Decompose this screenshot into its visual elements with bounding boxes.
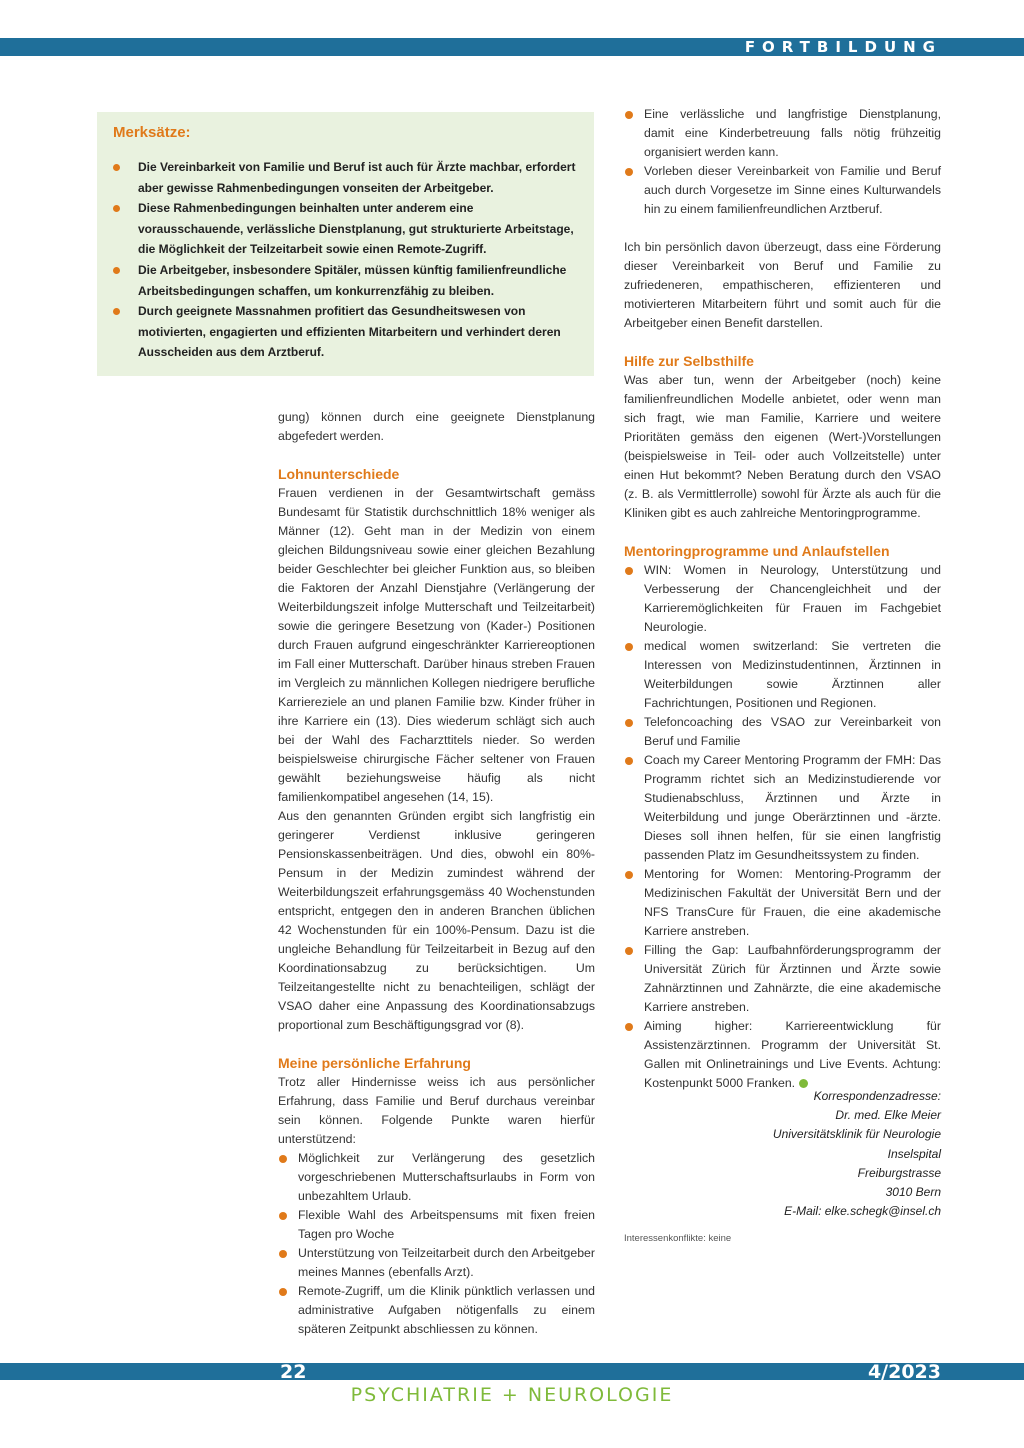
correspondence-label: Korrespondenzadresse: [813, 1089, 941, 1103]
paragraph: Aus den genannten Gründen ergibt sich langfristig ein geringerer Verdienst inklusive geringeren Pensionskassenbeiträgen. Und dies, obwohl ein 80%-Pensum in der Medizin zumindest während der Weiterbildungszeit erfahrungsgemäss 40 Wochenstunden entspricht, entgegen den in anderen Branchen üblichen 42 Wochenstunden für ein 100%-Pensum. Dazu ist die ungleiche Behandlung für Teilzeitarbeit in Bezug auf den Koordinationsabzug zu berücksichtigen. Um Teilzeitangestellte nicht zu benachteiligen, schlägt der VSAO daher eine Anpassung des Koordinationsabzugs proportional zum Beschäftigungsgrad vor (8). [278, 809, 595, 1032]
bullet-icon [113, 308, 120, 315]
key-points-list [113, 157, 581, 363]
paragraph: gung) können durch eine geeignete Dienstplanung abgefedert werden. [278, 410, 595, 443]
bullet-icon [279, 1250, 287, 1258]
paragraph: Trotz aller Hindernisse weiss ich aus persönlicher Erfahrung, dass Familie und Beruf durchaus vereinbar sein können. Folgende Punkte waren hierfür unterstützend: [278, 1075, 595, 1146]
list-item: Remote-Zugriff, um die Klinik pünktlich verlassen und administrative Aufgaben nötigenfalls zu einem späteren Zeitpunkt abschliessen zu können. [278, 1282, 595, 1339]
key-point: Die Vereinbarkeit von Familie und Beruf ist auch für Ärzte machbar, erfordert aber gewisse Rahmenbedingungen vonseiten der Arbeitgeber. [113, 157, 581, 198]
key-points-title: Merksätze: [113, 124, 191, 141]
paragraph: Frauen verdienen in der Gesamtwirtschaft gemäss Bundesamt für Statistik durchschnittlich 18% weniger als Männer (12). Geht man in der Medizin von einem gleichen Bildungsniveau sowie einer gleichen Bezahlung beider Geschlechter bei gleicher Funktion aus, so bleiben die Faktoren der Anzahl Dienstjahre (Verlängerung der Weiterbildungszeit infolge Mutterschaft und Teilzeitarbeit) sowie die geringere Besetzung von (Kader-) Positionen durch Frauen aufgrund eingeschränkter Karriereoptionen im Fall einer Mutterschaft. Darüber hinaus streben Frauen im Vergleich zu männlichen Kollegen niedrigere berufliche Karriereziele an und planen Familie bzw. Kinder früher in ihre Karriere ein (13). Dies wiederum schlägt sich auch bei der Wahl des Facharzttitels nieder. So werden beispielsweise chirurgische Fächer seltener von Frauen gewählt beziehungsweise häufig als nicht familienkompatibel angesehen (14, 15). [278, 486, 595, 804]
bullet-icon [625, 1023, 633, 1031]
bullet-icon [625, 567, 633, 575]
list-item: Coach my Career Mentoring Programm der FMH: Das Programm richtet sich an Medizinstudierende vor Studienabschluss, Ärztinnen und Ärzte in Weiterbildung und junge Oberärztinnen und -ärzte. Dieses soll ihnen helfen, für sie einen langfristig passenden Platz im Gesundheitssystem zu finden. [624, 751, 941, 865]
heading-mentoringprogramme: Mentoringprogramme und Anlaufstellen [624, 543, 890, 559]
key-points-box [97, 112, 594, 376]
page-number: 22 [280, 1361, 307, 1383]
experience-list [278, 1149, 595, 1339]
correspondence-hospital: Inselspital [887, 1146, 941, 1161]
list-item: Eine verlässliche und langfristige Dienstplanung, damit eine Kinderbetreuung falls nötig frühzeitig organisiert werden kann. [624, 105, 941, 162]
support-list [624, 105, 941, 219]
bullet-icon [279, 1288, 287, 1296]
list-item: Filling the Gap: Laufbahnförderungsprogramm der Universität Zürich für Ärztinnen und Ärzte sowie Zahnärztinnen und Zahnärzte, die eine akademische Karriere anstreben. [624, 941, 941, 1017]
bullet-icon [625, 947, 633, 955]
bullet-icon [113, 164, 120, 171]
bullet-icon [625, 757, 633, 765]
correspondence-clinic: Universitätsklinik für Neurologie [772, 1127, 941, 1142]
paragraph: Ich bin persönlich davon überzeugt, dass eine Förderung dieser Vereinbarkeit von Beruf und Familie zu zufriedeneren, empathischeren, effizienteren und motivierteren Mitarbeitern führt und somit auch für die Arbeitgeber einen Benefit darstellen. [624, 240, 941, 330]
bullet-icon [625, 111, 633, 119]
correspondence-email: E-Mail: elke.schegk@insel.ch [784, 1204, 941, 1219]
correspondence-city: 3010 Bern [885, 1185, 941, 1200]
left-column [278, 408, 595, 1339]
list-item: Aiming higher: Karriereentwicklung für Assistenzärztinnen. Programm der Universität St. Gallen mit Onlinetrainings und Live Events. Achtung: Kostenpunkt 5000 Franken. [624, 1017, 941, 1093]
right-column [624, 105, 941, 1093]
list-item: Unterstützung von Teilzeitarbeit durch den Arbeitgeber meines Mannes (ebenfalls Arzt). [278, 1244, 595, 1282]
list-item: Vorleben dieser Vereinbarkeit von Familie und Beruf auch durch Vorgesetze im Sinne eines Kulturwandels hin zu einem familienfreundlichen Arztberuf. [624, 162, 941, 219]
list-item: Flexible Wahl des Arbeitspensums mit fixen freien Tagen pro Woche [278, 1206, 595, 1244]
bullet-icon [625, 168, 633, 176]
heading-persoenliche-erfahrung: Meine persönliche Erfahrung [278, 1055, 471, 1071]
key-point: Diese Rahmenbedingungen beinhalten unter anderem eine vorausschauende, verlässliche Dienstplanung, gut strukturierte Arbeitstage, die Möglichkeit der Teilzeitarbeit sowie einen Remote-Zugriff. [113, 198, 581, 260]
list-item: WIN: Women in Neurology, Unterstützung und Verbesserung der Chancengleichheit und der Karrieremöglichkeiten für Frauen im Fachgebiet Neurologie. [624, 561, 941, 637]
key-point: Die Arbeitgeber, insbesondere Spitäler, müssen künftig familienfreundliche Arbeitsbedingungen schaffen, um konkurrenzfähig zu bleiben. [113, 260, 581, 301]
bullet-icon [279, 1155, 287, 1163]
bullet-icon [279, 1212, 287, 1220]
list-item: medical women switzerland: Sie vertreten die Interessen von Medizinstudentinnen, Ärztinnen in Weiterbildungen sowie Ärztinnen aller Fachrichtungen, Positionen und Regionen. [624, 637, 941, 713]
journal-title: PSYCHIATRIE + NEUROLOGIE [350, 1384, 674, 1406]
correspondence-address [773, 1087, 941, 1221]
key-point: Durch geeignete Massnahmen profitiert das Gesundheitswesen von motivierten, engagierten und effizienten Mitarbeitern und verhindert deren Ausscheiden aus dem Arztberuf. [113, 301, 581, 363]
list-item: Telefoncoaching des VSAO zur Vereinbarkeit von Beruf und Familie [624, 713, 941, 751]
bullet-icon [113, 267, 120, 274]
paragraph: Was aber tun, wenn der Arbeitgeber (noch) keine familienfreundlichen Modelle anbietet, oder wenn man sich fragt, wie man Familie, Karriere und weitere Prioritäten gemäss den eigenen (Wert-)Vorstellungen (beispielsweise in Teil- oder auch Vollzeitstelle) unter einen Hut bekommt? Neben Beratung durch den VSAO (z. B. als Vermittlerrolle) sowohl für Ärzte als auch für die Kliniken gibt es auch zahlreiche Mentoringprogramme. [624, 373, 941, 520]
correspondence-street: Freiburgstrasse [857, 1165, 941, 1180]
list-item: Möglichkeit zur Verlängerung des gesetzlich vorgeschriebenen Mutterschaftsurlaubs in Form von unbezahltem Urlaub. [278, 1149, 595, 1206]
issue-number: 4/2023 [867, 1361, 941, 1383]
conflicts-note: Interessenkonflikte: keine [624, 1233, 732, 1244]
heading-lohnunterschiede: Lohnunterschiede [278, 466, 400, 482]
correspondence-name: Dr. med. Elke Meier [835, 1108, 941, 1123]
bullet-icon [113, 205, 120, 212]
heading-hilfe-zur-selbsthilfe: Hilfe zur Selbsthilfe [624, 353, 754, 369]
mentoring-list [624, 561, 941, 1093]
bullet-icon [625, 719, 633, 727]
bullet-icon [625, 643, 633, 651]
section-label: FORTBILDUNG [744, 38, 942, 56]
list-item: Mentoring for Women: Mentoring-Programm der Medizinischen Fakultät der Universität Bern und der NFS TransCure für Frauen, die eine akademische Karriere anstreben. [624, 865, 941, 941]
bullet-icon [625, 871, 633, 879]
